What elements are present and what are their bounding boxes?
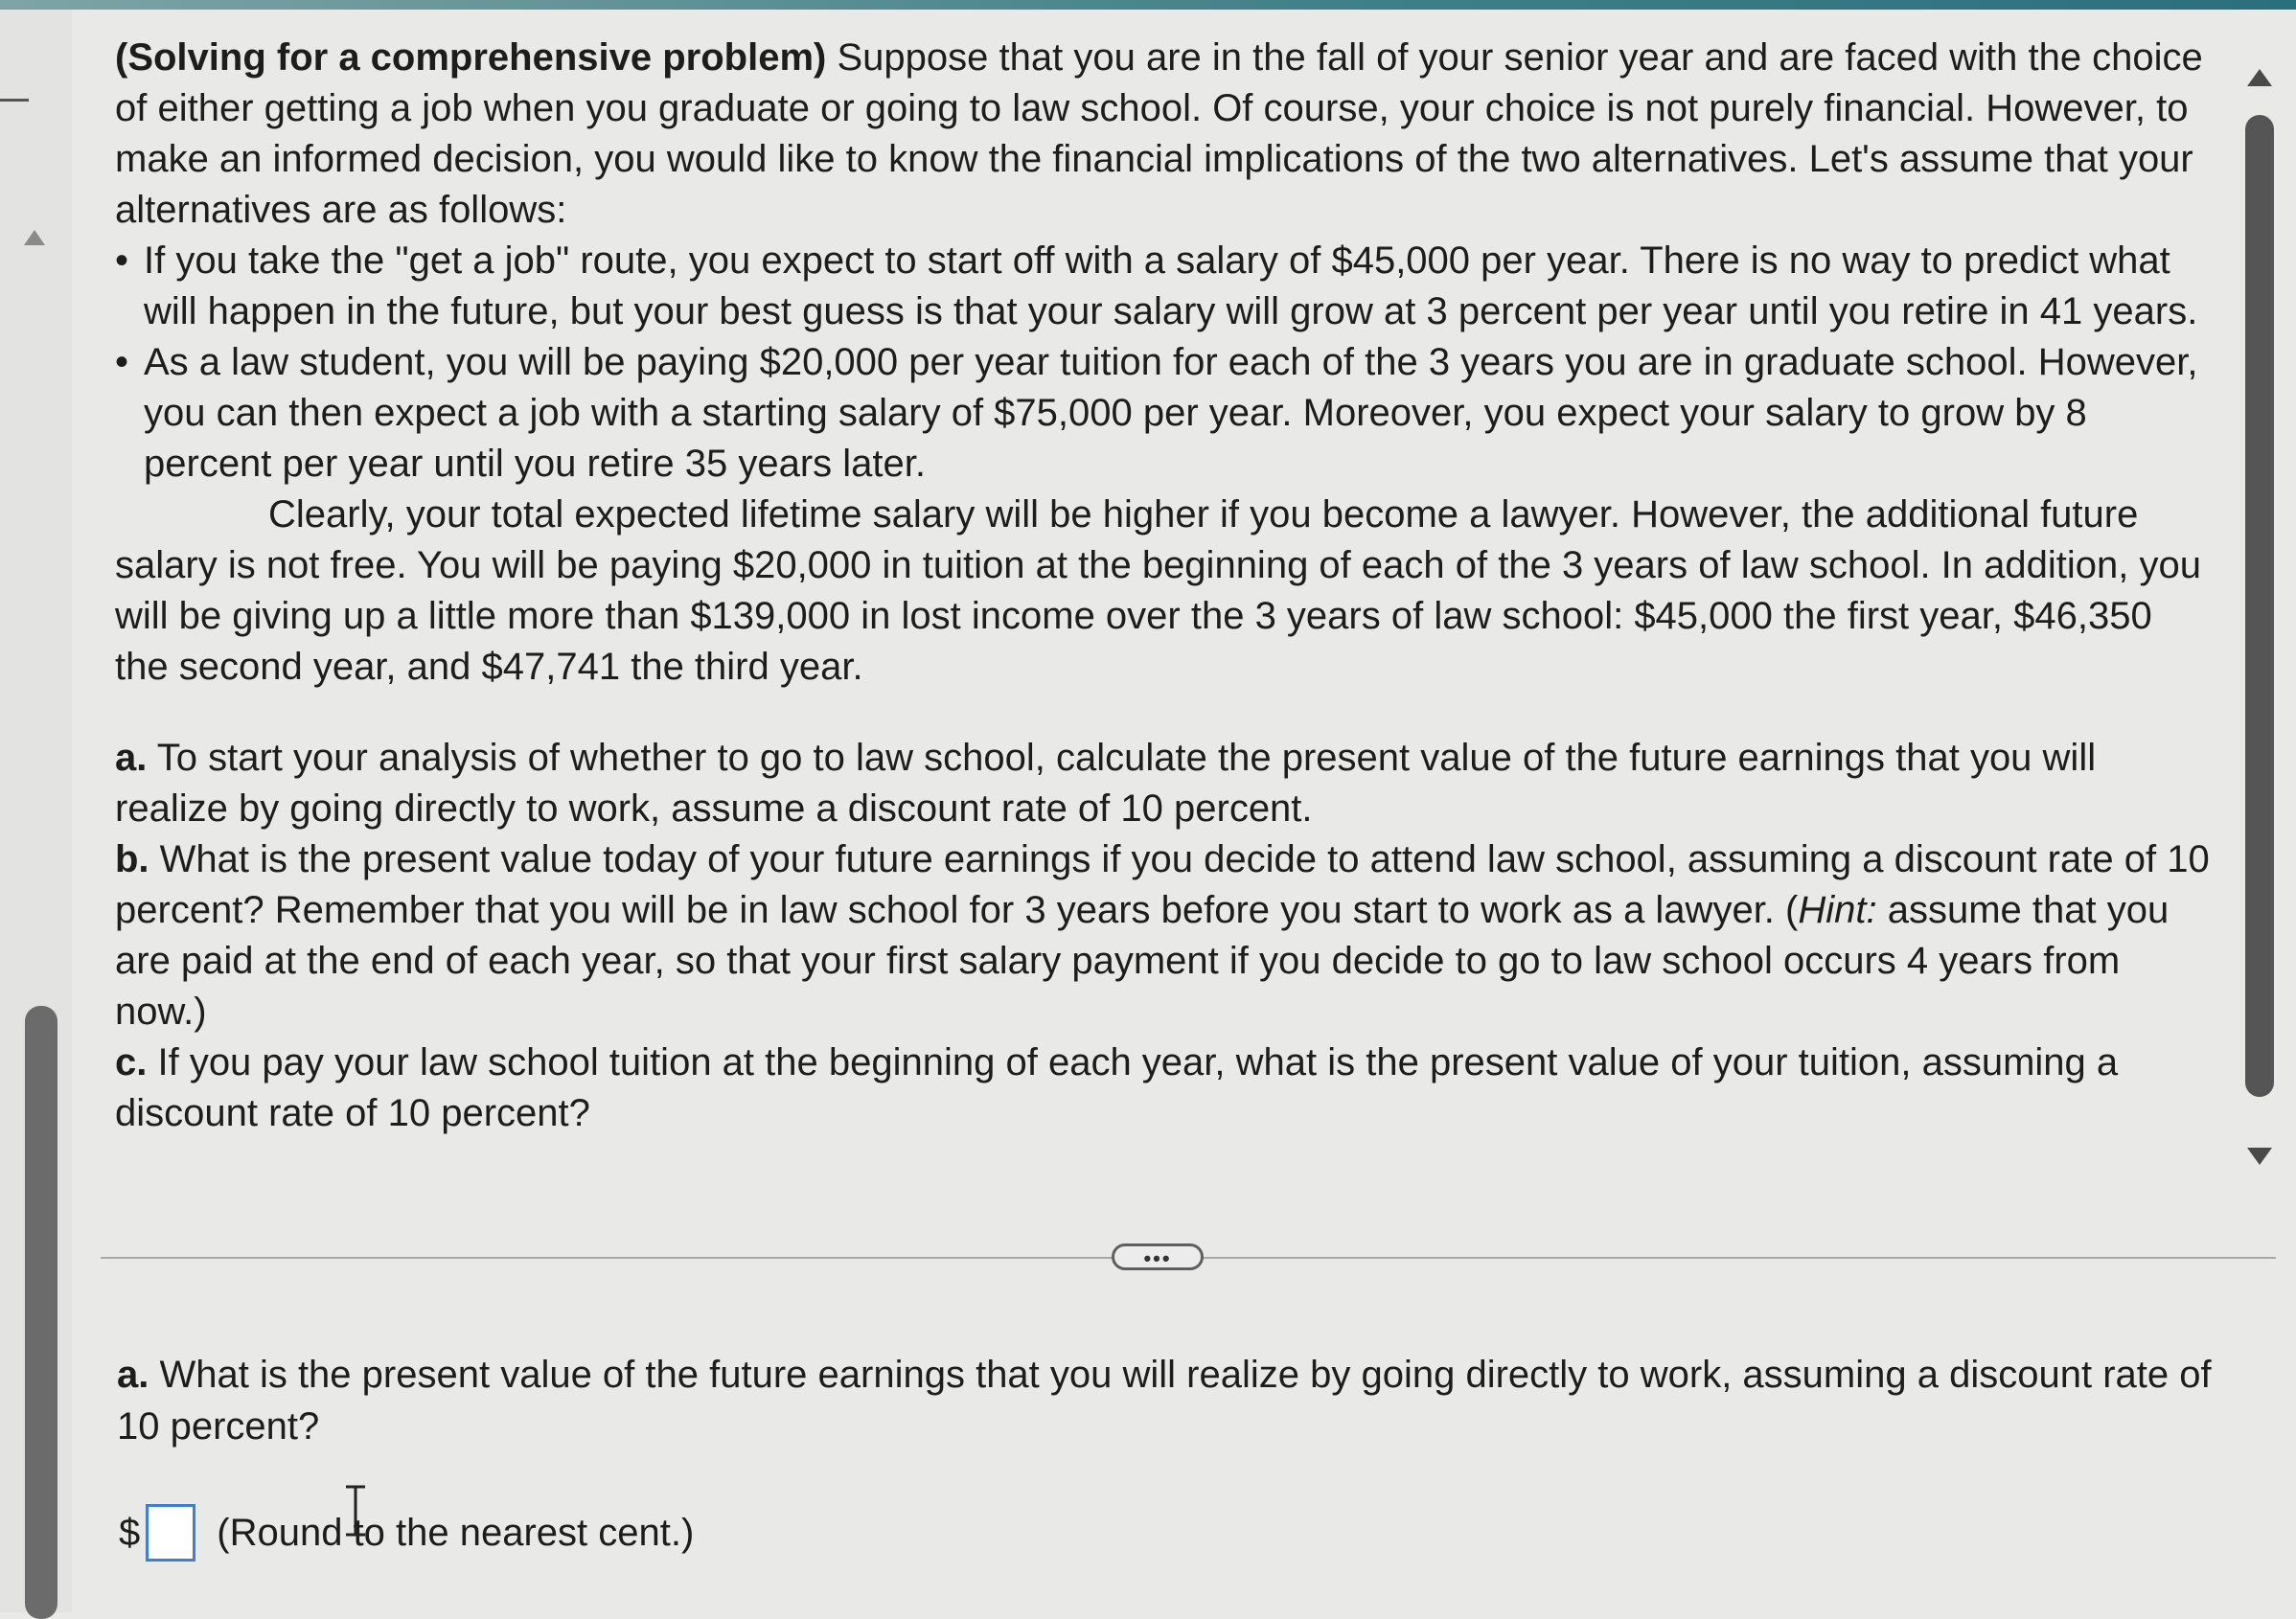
scroll-down-icon[interactable] bbox=[2247, 1148, 2272, 1165]
bullet-law-student-text: As a law student, you will be paying $20,000 per year tuition for each of the 3 years you are in graduate school. However, you can then expect a job with a starting salary of $75,000 per year. Moreover, you expect your salary to grow by 8 percent per year until you retire 35 years later. bbox=[144, 341, 2198, 485]
part-b-text: What is the present value today of your future earnings if you decide to attend law school, assuming a discount rate of 10 percent? Remember that you will be in law school for 3 years before you start to work as a lawyer. ( bbox=[115, 838, 2210, 931]
left-scrollbar-thumb[interactable] bbox=[25, 1006, 57, 1619]
part-b bbox=[115, 834, 2214, 1038]
part-a-text: To start your analysis of whether to go to law school, calculate the present value of the future earnings that you will realize by going directly to work, assume a discount rate of 10 percent. bbox=[115, 737, 2097, 830]
part-b-text-end: assume that you are paid at the end of each year, so that your first salary payment if you decide to go to law school occurs 4 years from now.) bbox=[115, 889, 2170, 1033]
part-b-label: b. bbox=[115, 838, 149, 880]
part-c-text: If you pay your law school tuition at the beginning of each year, what is the present value of your tuition, assuming a discount rate of 10 percent? bbox=[115, 1041, 2119, 1134]
part-c-label: c. bbox=[115, 1041, 148, 1083]
rounding-note: (Round to the nearest cent.) bbox=[217, 1511, 695, 1554]
left-pane-dash bbox=[0, 99, 29, 102]
expand-button[interactable]: ••• bbox=[1112, 1243, 1204, 1270]
part-b-hint: Hint: bbox=[1798, 889, 1877, 931]
question-a bbox=[117, 1349, 2216, 1452]
part-a bbox=[115, 733, 2214, 834]
answer-row bbox=[119, 1502, 694, 1563]
left-scroll-up-icon[interactable] bbox=[24, 230, 45, 245]
top-accent-strip bbox=[0, 0, 2296, 10]
answer-input[interactable] bbox=[146, 1504, 195, 1562]
scroll-up-icon[interactable] bbox=[2247, 69, 2272, 86]
part-a-label: a. bbox=[115, 737, 148, 779]
bullet-law-student bbox=[115, 337, 2214, 490]
bullet-dot-icon: • bbox=[115, 239, 129, 282]
problem-heading: (Solving for a comprehensive problem) bbox=[115, 36, 827, 79]
bullet-get-a-job-text: If you take the "get a job" route, you expect to start off with a salary of $45,000 per year. There is no way to predict what will happen in the future, but your best guess is that your salary will grow at 3 percent per year until you retire in 41 years. bbox=[144, 239, 2198, 332]
bullet-get-a-job bbox=[115, 236, 2214, 337]
problem-statement bbox=[115, 33, 2214, 1139]
text-cursor-icon bbox=[343, 1485, 368, 1537]
lifetime-salary-paragraph: Clearly, your total expected lifetime salary will be higher if you become a lawyer. However, the additional future salary is not free. You will be paying $20,000 in tuition at the beginning of each of the 3 years of law school. In addition, you will be giving up a little more than $139,000 in lost income over the 3 years of law school: $45,000 the first year, $46,350 the second year, and $47,741 the third year. bbox=[115, 493, 2201, 688]
problem-intro-text: Suppose that you are in the fall of your senior year and are faced with the choice of either getting a job when you graduate or going to law school. Of course, your choice is not purely financial. However, to make an informed decision, you would like to know the financial implications of the two alternatives. Let's assume that your alternatives are as follows: bbox=[115, 36, 2203, 231]
problem-intro bbox=[115, 33, 2214, 236]
currency-symbol: $ bbox=[119, 1511, 141, 1554]
scrollbar-thumb[interactable] bbox=[2245, 115, 2274, 1097]
bullet-dot-icon: • bbox=[115, 341, 129, 383]
question bbox=[117, 1349, 2216, 1452]
question-a-label: a. bbox=[117, 1354, 149, 1396]
question-a-text: What is the present value of the future earnings that you will realize by going directly to work, assuming a discount rate of 10 percent? bbox=[117, 1354, 2212, 1448]
part-c bbox=[115, 1038, 2214, 1139]
